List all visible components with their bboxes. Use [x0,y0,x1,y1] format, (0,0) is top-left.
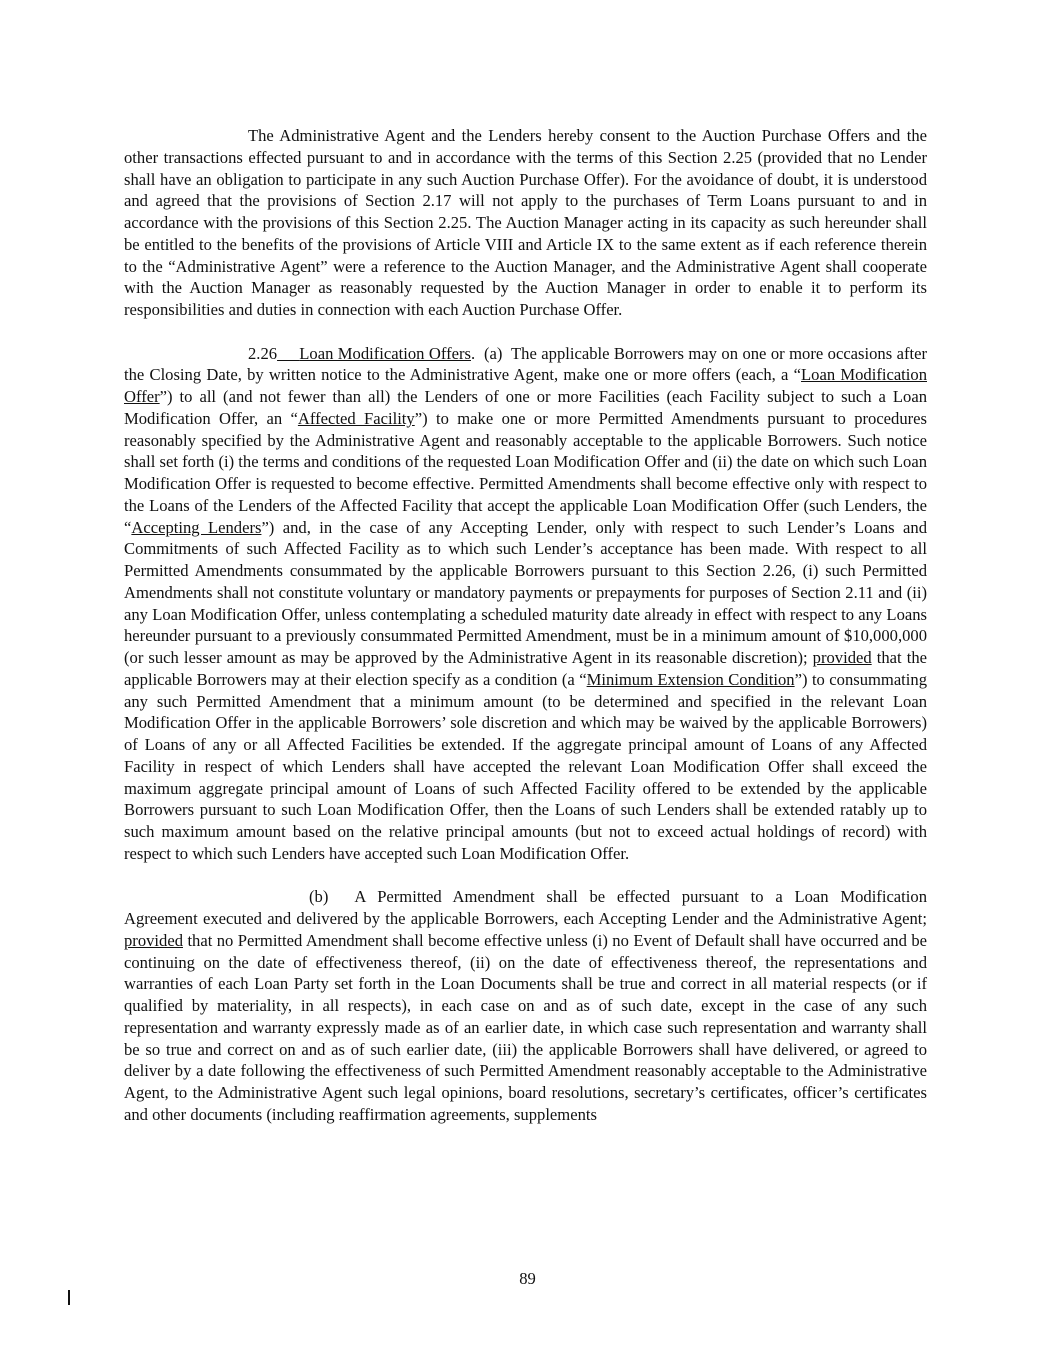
page-number: 89 [519,1269,536,1288]
section-2-26-text-2: ”) to all (and not fewer than all) the Lenders of one or more Facilities (each Facility subject to such a Loan Modification Offer, an “ [124,387,927,428]
subsection-label-b: (b) [309,887,329,907]
defined-term-affected-facility: Affected Facility [297,408,415,428]
paragraph-b [124,886,927,1125]
term-provided: provided [812,648,872,667]
paragraph-b-text-2: that no Permitted Amendment shall become effective unless (i) no Event of Default shall have occurred and be continuing on the date of effectiveness thereof, (ii) on the date of effectiveness thereof, the representations and warranties of each Loan Party set forth in the Loan Documents shall be true and correct in all material respects (or if qualified by materiality, in all respects), in each case on and as of such date, except in the case of any such representation and warranty expressly made as of an earlier date, in which case such representation and warranty shall be so true and correct on and as of such earlier date, (iii) the applicable Borrowers shall have delivered, or agreed to deliver by a date following the effectiveness of such Permitted Amendment reasonably acceptable to the Administrative Agent, to the Administrative Agent such legal opinions, board resolutions, secretary’s certificates, officer’s certificates and other documents (including reaffirmation agreements, supplements [124,930,927,1124]
section-number-gap [277,344,299,363]
section-heading: Loan Modification Offers [299,343,471,363]
defined-term-accepting-lenders: Accepting Lenders [131,517,262,537]
section-2-26-text-6: ”) to consummating any such Permitted Amendment that a minimum amount (to be determined and specified in the relevant Loan Modification Offer in the applicable Borrowers’ sole discretion and which may be waived by the applicable Borrowers) of Loans of any or all Affected Facilities be extended. If the aggregate principal amount of Loans of any Affected Facility in respect of which Lenders shall have accepted the relevant Loan Modification Offer shall exceed the maximum aggregate principal amount of Loans of such Affected Facility offered to be extended by the applicable Borrowers pursuant to such Loan Modification Offer, then the Loans of such Lenders shall be extended ratably up to such maximum amount based on the relative principal amounts (but not to exceed actual holdings of record) with respect to which such Lenders have accepted such Loan Modification Offer. [124,669,927,863]
document-page [124,125,927,1126]
paragraph-section-2-26: 2.26 Loan Modification Offers. (a) The applicable Borrowers may on one or more occasions after the Closing Date, by written notice to the Administrative Agent, make one or more offers (each, a “Loan Modification Offer”) to all (and not fewer than all) the Lenders of one or more Facilities (each Facility subject to such a Loan Modification Offer, an “Affected Facility”) to make one or more Permitted Amendments pursuant to procedures reasonably specified by the Administrative Agent and reasonably acceptable to the applicable Borrowers. Such notice shall set forth (i) the terms and conditions of the requested Loan Modification Offer and (ii) the date on which such Loan Modification Offer is requested to become effective. Permitted Amendments shall become effective only with respect to the Loans of the Lenders of the Affected Facility that accept the applicable Loan Modification Offer (such Lenders, the “Accepting Lenders”) and, in the case of any Accepting Lender, only with respect to such Lender’s Loans and Commitments of such Affected Facility as to which such Lender’s acceptance has been made. With respect to all Permitted Amendments consummated by the applicable Borrowers pursuant to this Section 2.26, (i) such Permitted Amendments shall not constitute voluntary or mandatory payments or prepayments for purposes of Section 2.11 and (ii) any Loan Modification Offer, unless contemplating a scheduled maturity date already in effect with respect to any Loans hereunder pursuant to a previously consummated Permitted Amendment, must be in a minimum amount of $10,000,000 (or such lesser amount as may be approved by the Administrative Agent in its reasonable discretion); provided that the applicable Borrowers may at their election specify as a condition (a “Minimum Extension Condition”) to consummating any such Permitted Amendment that a minimum amount (to be determined and specified in the relevant Loan Modification Offer in the applicable Borrowers’ sole discretion and which may be waived by the applicable Borrowers) of Loans of any or all Affected Facilities be extended. If the aggregate principal amount of Loans of any Affected Facility in respect of which Lenders shall have accepted the relevant Loan Modification Offer shall exceed the maximum aggregate principal amount of Loans of such Affected Facility offered to be extended by the applicable Borrowers pursuant to such Loan Modification Offer, then the Loans of such Lenders shall be extended ratably up to such maximum amount based on the relative principal amounts (but not to exceed actual holdings of record) with respect to which such Lenders have accepted such Loan Modification Offer. [124,343,928,863]
revision-margin-bar [68,1290,70,1305]
section-2-26-text-4: ”) and, in the case of any Accepting Lender, only with respect to such Lender’s Loans and Commitments of such Affected Facility as to which such Lender’s acceptance has been made. With respect to all Permitted Amendments consummated by the applicable Borrowers pursuant to this Section 2.26, (i) such Permitted Amendments shall not constitute voluntary or mandatory payments or prepayments for purposes of Section 2.11 and (ii) any Loan Modification Offer, unless contemplating a scheduled maturity date already in effect with respect to any Loans hereunder pursuant to a previously consummated Permitted Amendment, must be in a minimum amount of $10,000,000 (or such lesser amount as may be approved by the Administrative Agent in its reasonable discretion); [124,517,927,667]
paragraph-b-text-1: A Permitted Amendment shall be effected pursuant to a Loan Modification Agreement executed and delivered by the applicable Borrowers, each Accepting Lender and the Administrative Agent; [124,887,927,928]
section-2-26-text-5: that the applicable Borrowers may at their election specify as a condition (a “ [124,648,927,689]
defined-term-loan-modification-offer: Loan Modification Offer [124,365,927,406]
section-2-26-text-3: ”) to make one or more Permitted Amendments pursuant to procedures reasonably specified by the Administrative Agent and reasonably acceptable to the applicable Borrowers. Such notice shall set forth (i) the terms and conditions of the requested Loan Modification Offer and (ii) the date on which such Loan Modification Offer is requested to become effective. Permitted Amendments shall become effective only with respect to the Loans of the Lenders of the Affected Facility that accept the applicable Loan Modification Offer (such Lenders, the “ [124,408,927,537]
subsection-label-a: (a) [484,343,503,363]
section-number: 2.26 [248,343,278,363]
section-2-26-text-1: The applicable Borrowers may on one or more occasions after the Closing Date, by written notice to the Administrative Agent, make one or more offers (each, a “ [124,343,928,385]
defined-term-minimum-extension-condition: Minimum Extension Condition [586,669,795,689]
term-provided-b: provided [124,930,183,950]
paragraph-auction-consent: The Administrative Agent and the Lenders hereby consent to the Auction Purchase Offers and the other transactions effected pursuant to and in accordance with the terms of this Section 2.25 (provided that no Lender shall have an obligation to participate in any such Auction Purchase Offer). For the avoidance of doubt, it is understood and agreed that the provisions of Section 2.17 will not apply to the purchases of Term Loans pursuant to and in accordance with the provisions of this Section 2.25. The Auction Manager acting in its capacity as such hereunder shall be entitled to the benefits of the provisions of Article VIII and Article IX to the same extent as if each reference therein to the “Administrative Agent” were a reference to the Auction Manager, and the Administrative Agent shall cooperate with the Auction Manager as reasonably requested by the Auction Manager in order to enable it to perform its responsibilities and duties in connection with each Auction Purchase Offer. [124,126,927,319]
